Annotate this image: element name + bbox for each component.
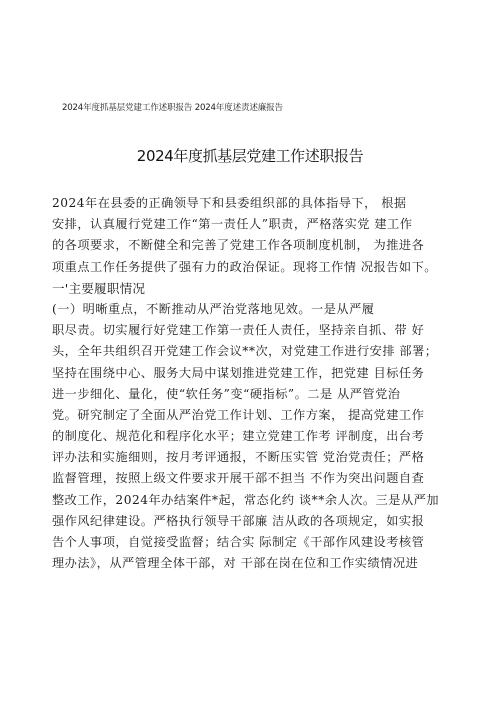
section-heading: 一'主要履职情况 (52, 280, 146, 296)
paragraph-line: 头，全年共组织召开党建工作会议**次，对党建工作进行安排 部署； (52, 344, 438, 359)
paragraph-line: 整改工作，2024年办结案件*起，常态化约 谈**余人次。三是从严加 (52, 492, 440, 507)
paragraph-line: 项重点工作任务提供了强有力的政治保证。现将工作情 况报告如下。 (52, 259, 437, 274)
paragraph-line: (一）明晰重点，不断推动从严治党落地见效。一是从严履 (52, 301, 375, 316)
paragraph-line: 评办法和实施细则，按月考评通报，不断压实管 党治党责任；严格 (52, 450, 425, 465)
paragraph-line: 的各项要求，不断健全和完善了党建工作各项制度机制， 为推进各 (52, 238, 425, 253)
paragraph-line: 坚持在围绕中心、服务大局中谋划推进党建工作，把党建 目标任务 (52, 365, 425, 380)
document-title: 2024年度抓基层党建工作述职报告 (136, 147, 364, 165)
paragraph-line: 强作风纪律建设。严格执行领导干部廉 洁从政的各项规定，如实报 (52, 513, 425, 528)
running-header: 2024年度抓基层党建工作述职报告 2024年度述责述廉报告 (62, 103, 283, 113)
paragraph-line: 职尽责。切实履行好党建工作第一责任人责任，坚持亲自抓、带 好 (52, 323, 425, 338)
paragraph-line: 安排，认真履行党建工作“第一责任人”职责，严格落实党 建工作 (52, 217, 413, 232)
paragraph-line: 进一步细化、量化，使“软任务”变“硬指标”。二是 从严管党治 (52, 386, 401, 401)
body-text (52, 193, 456, 574)
paragraph-line: 2024年在县委的正确领导下和县委组织部的具体指导下， 根据 (52, 196, 407, 210)
paragraph-line: 告个人事项，自觉接受监督；结合实 际制定《干部作风建设考核管 (52, 535, 425, 549)
paragraph-line: 监督管理，按照上级文件要求开展干部不担当 不作为突出问题自查 (52, 471, 425, 486)
paragraph-line: 理办法》，从严管理全体干部，对 干部在岗在位和工作实绩情况进 (52, 556, 419, 571)
paragraph-line: 党。研究制定了全面从严治党工作计划、工作方案， 提高党建工作 (52, 407, 425, 422)
paragraph-line: 的制度化、规范化和程序化水平；建立党建工作考 评制度，出台考 (52, 429, 425, 444)
